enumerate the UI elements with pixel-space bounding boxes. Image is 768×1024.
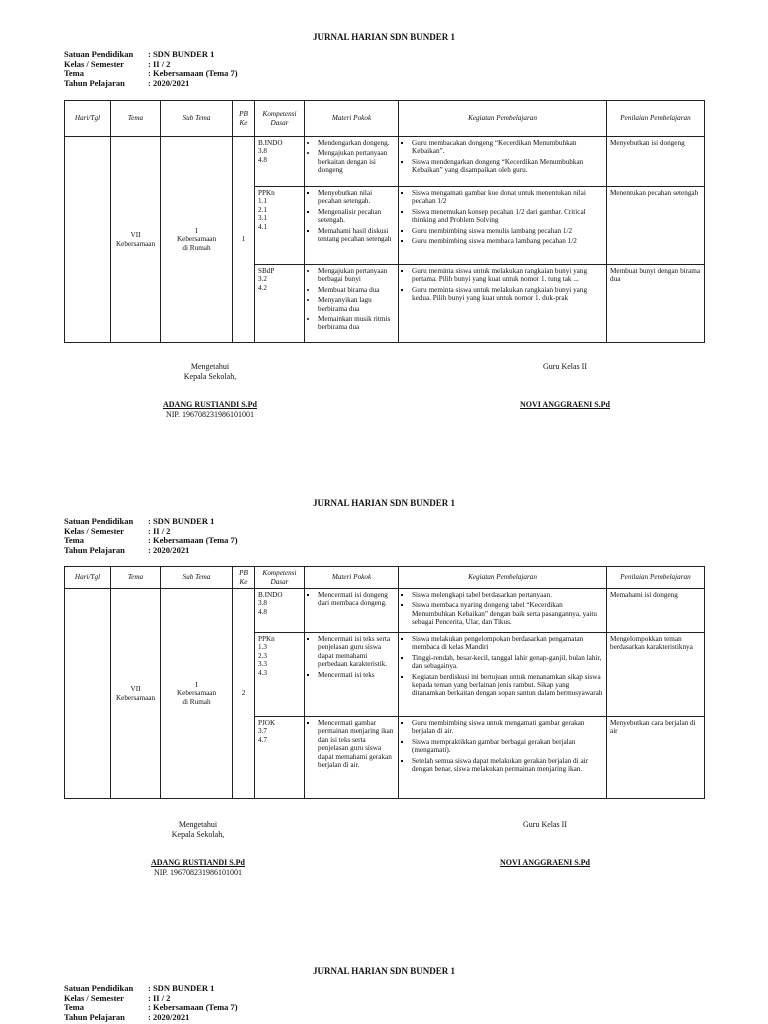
document-meta bbox=[64, 984, 238, 1022]
meta-value: : II / 2 bbox=[148, 525, 171, 536]
meta-label: Satuan Pendidikan bbox=[64, 983, 134, 993]
pb-cell: 2 bbox=[233, 589, 255, 799]
penilaian-cell: Menyebutkan isi dongeng bbox=[607, 137, 705, 187]
sig-right-line1: Guru Kelas II bbox=[523, 820, 567, 829]
header-penilaian: Penilaian Pembelajaran bbox=[607, 101, 705, 137]
meta-label: Tahun Pelajaran bbox=[64, 1011, 125, 1022]
penilaian-cell: Membuat bunyi dengan birama dua bbox=[607, 265, 705, 343]
meta-label: Satuan Pendidikan bbox=[64, 49, 134, 59]
header-hari: Hari/Tgl bbox=[65, 101, 111, 137]
meta-value: : SDN BUNDER 1 bbox=[148, 516, 215, 526]
penilaian-cell: Mengelompokkan teman berdasarkan karakteristiknya bbox=[607, 633, 705, 717]
list-item: ▪ Mencermati isi dongeng dari membaca dongeng. bbox=[318, 591, 395, 608]
header-kegiatan: Kegiatan Pembelajaran bbox=[399, 101, 607, 137]
kegiatan-cell bbox=[399, 265, 607, 343]
list-item: ▪ Siswa mendengarkan dongeng “Kecerdikan Menumbuhkan Kebaikan” yang disampaikan oleh guru. bbox=[412, 158, 603, 175]
list-item: ▪ Mencermati gambar permainan menjaring ikan dan isi teks serta penjelasan guru siswa dapat memahami gerakan berjalan di air. bbox=[318, 719, 395, 769]
list-item: ▪ Mencermati isi teks serta penjelasan guru siswa dapat memahami perbedaan karakteristik. bbox=[318, 635, 395, 669]
meta-label: Tema bbox=[64, 68, 84, 79]
tema-cell: VII Kebersamaan bbox=[111, 137, 161, 343]
list-item: ▪ Siswa membaca nyaring dongeng tabel “Kecerdikan Menumbuhkan Kebaikan” dengan baik serta pasangannya, yaitu sebagai Pencerita, Ular, dan Tikus. bbox=[412, 601, 603, 626]
list-item: ▪ Guru meminta siswa untuk melakukan rangkaian bunyi yang kedua. Pilih bunyi yang kuat untuk nomor 1. duk-prak bbox=[412, 286, 603, 303]
hari-cell bbox=[65, 137, 111, 343]
kegiatan-cell bbox=[399, 633, 607, 717]
list-item: • Membuat birama dua bbox=[318, 286, 395, 294]
document-meta bbox=[64, 517, 238, 555]
kd-cell: PPKn 1.3 2.3 3.3 4.3 bbox=[255, 633, 305, 717]
meta-label: Tahun Pelajaran bbox=[64, 77, 125, 88]
kegiatan-text: Siswa melakukan pengelompokan berdasarkan pengamatan membaca di kelas Mandiri bbox=[412, 635, 584, 652]
materi-cell bbox=[305, 633, 399, 717]
document-meta bbox=[64, 50, 238, 88]
list-item: ▪ Guru membacakan dongeng “Kecerdikan Menumbuhkan Kebaikan”. bbox=[412, 139, 603, 156]
meta-label: Tema bbox=[64, 1002, 84, 1013]
kd-cell: PPKn 1.1 2.1 3.1 4.1 bbox=[255, 187, 305, 265]
signature-left bbox=[140, 362, 280, 420]
meta-label: Kelas / Semester bbox=[64, 58, 124, 69]
header-kegiatan: Kegiatan Pembelajaran bbox=[399, 567, 607, 589]
sig-right-name: NOVI ANGGRAENI S.Pd bbox=[519, 400, 610, 409]
sig-left-name: ADANG RUSTIANDI S.Pd bbox=[162, 400, 257, 409]
pb-cell: 1 bbox=[233, 137, 255, 343]
page-title: JURNAL HARIAN SDN BUNDER 1 bbox=[312, 32, 455, 42]
table-row bbox=[65, 137, 705, 187]
subtema-cell: I Kebersamaan di Rumah bbox=[161, 137, 233, 343]
header-kd: Kompetensi Dasar bbox=[255, 101, 305, 137]
materi-cell bbox=[305, 717, 399, 799]
list-item: ▪ Guru meminta siswa untuk melakukan rangkaian bunyi yang pertama. Pilih bunyi yang kuat untuk nomor 1. tung tak ... bbox=[412, 267, 603, 284]
meta-label: Tahun Pelajaran bbox=[64, 544, 125, 555]
sig-left-name: ADANG RUSTIANDI S.Pd bbox=[150, 858, 245, 867]
list-item: ▪ Siswa mempraktikkan gambar berbagai gerakan berjalan (mengamati). bbox=[412, 738, 603, 755]
meta-value: : SDN BUNDER 1 bbox=[148, 49, 215, 59]
list-item: ▪ Guru membimbing siswa untuk mengamati gambar gerakan berjalan di air. bbox=[412, 719, 603, 736]
kegiatan-cell bbox=[399, 717, 607, 799]
kegiatan-cell bbox=[399, 187, 607, 265]
header-kd: Kompetensi Dasar bbox=[255, 567, 305, 589]
header-pb: PB Ke bbox=[233, 101, 255, 137]
list-item: ▪ Menyebutkan nilai pecahan setengah. bbox=[318, 189, 395, 206]
header-tema: Tema bbox=[111, 567, 161, 589]
meta-value: : Kebersamaan (Tema 7) bbox=[148, 535, 238, 546]
list-item: ▪ Siswa melengkapi tabel berdasarkan pertanyaan. bbox=[412, 591, 603, 599]
materi-cell bbox=[305, 265, 399, 343]
sig-left-nip: NIP. 196708231986101001 bbox=[153, 868, 242, 877]
header-materi: Materi Pokok bbox=[305, 101, 399, 137]
kd-cell: B.INDO 3.8 4.8 bbox=[255, 137, 305, 187]
list-item: • Memainkan musik ritmis berbirama dua bbox=[318, 315, 395, 332]
journal-table bbox=[64, 566, 705, 799]
subtema-cell: I Kebersamaan di Rumah bbox=[161, 589, 233, 799]
list-item: ▪ Memahami hasil diskusi tentang pecahan setengah bbox=[318, 227, 395, 244]
meta-value: : Kebersamaan (Tema 7) bbox=[148, 68, 238, 79]
kegiatan-cell bbox=[399, 137, 607, 187]
penilaian-cell: Menyebutkan cara berjalan di air bbox=[607, 717, 705, 799]
table-row bbox=[65, 589, 705, 633]
journal-table bbox=[64, 100, 705, 343]
table-header-row bbox=[65, 567, 705, 589]
list-item: • Mengajukan pertanyaan berbagai bunyi bbox=[318, 267, 395, 284]
sig-left-line1: Mengetahui bbox=[178, 820, 218, 829]
header-subtema: Sub Tema bbox=[161, 567, 233, 589]
list-item: ▪ Guru membimbing siswa membaca lambang pecahan 1/2 bbox=[412, 237, 603, 245]
penilaian-cell: Menentukan pecahan setengah bbox=[607, 187, 705, 265]
sig-right-line1: Guru Kelas II bbox=[543, 362, 587, 371]
list-item: ▪ Siswa mengamati gambar kue donat untuk menentukan nilai pecahan 1/2 bbox=[412, 189, 603, 206]
kegiatan-cell bbox=[399, 589, 607, 633]
penilaian-cell: Memahami isi dongeng bbox=[607, 589, 705, 633]
sig-right-name: NOVI ANGGRAENI S.Pd bbox=[499, 858, 590, 867]
meta-label: Kelas / Semester bbox=[64, 525, 124, 536]
list-item: ▪ Mencermati isi teks bbox=[318, 671, 395, 679]
list-item: ▪ Tinggi-rendah, besar-kecil, tanggal lahir genap-ganjil, bulan lahir, dan sebagainya. bbox=[412, 654, 603, 671]
meta-label: Satuan Pendidikan bbox=[64, 516, 134, 526]
header-subtema: Sub Tema bbox=[161, 101, 233, 137]
sig-left-line2: Kepala Sekolah, bbox=[183, 372, 237, 381]
sig-left-line2: Kepala Sekolah, bbox=[171, 830, 225, 839]
meta-label: Tema bbox=[64, 535, 84, 546]
hari-cell bbox=[65, 589, 111, 799]
list-item: • Mendengarkan dongeng. bbox=[318, 139, 395, 147]
meta-value: : 2020/2021 bbox=[148, 1011, 190, 1022]
list-item: • Mengajukan pertanyaan berkaitan dengan isi dongeng bbox=[318, 149, 395, 174]
header-penilaian: Penilaian Pembelajaran bbox=[607, 567, 705, 589]
tema-cell: VII Kebersamaan bbox=[111, 589, 161, 799]
meta-value: : II / 2 bbox=[148, 992, 171, 1003]
list-item: ▪ Setelah semua siswa dapat melakukan gerakan berjalan di air dengan benar, siswa melakukan permainan menjaring ikan. bbox=[412, 757, 603, 774]
list-item: ▪ Guru membimbing siswa menulis lambang pecahan 1/2 bbox=[412, 227, 603, 235]
signature-right bbox=[490, 362, 640, 410]
page-title: JURNAL HARIAN SDN BUNDER 1 bbox=[312, 498, 455, 508]
materi-cell bbox=[305, 187, 399, 265]
list-item bbox=[412, 635, 603, 652]
list-item: ▪ Siswa menemukan konsep pecahan 1/2 dari gambar. Critical thinking and Problem Solving bbox=[412, 208, 603, 225]
header-pb: PB Ke bbox=[233, 567, 255, 589]
meta-value: : 2020/2021 bbox=[148, 77, 190, 88]
list-item: • Menyanyikan lagu berbirama dua bbox=[318, 296, 395, 313]
kd-cell: SBdP 3.2 4.2 bbox=[255, 265, 305, 343]
meta-label: Kelas / Semester bbox=[64, 992, 124, 1003]
header-hari: Hari/Tgl bbox=[65, 567, 111, 589]
table-header-row bbox=[65, 101, 705, 137]
list-item: ▪ Mengenalisir pecahan setengah. bbox=[318, 208, 395, 225]
signature-left bbox=[128, 820, 268, 878]
meta-value: : 2020/2021 bbox=[148, 544, 190, 555]
kd-cell: B.INDO 3.8 4.8 bbox=[255, 589, 305, 633]
meta-value: : Kebersamaan (Tema 7) bbox=[148, 1002, 238, 1013]
sig-left-line1: Mengetahui bbox=[190, 362, 230, 371]
materi-cell bbox=[305, 589, 399, 633]
header-tema: Tema bbox=[111, 101, 161, 137]
signature-right bbox=[470, 820, 620, 868]
page-title: JURNAL HARIAN SDN BUNDER 1 bbox=[312, 966, 455, 976]
materi-cell bbox=[305, 137, 399, 187]
meta-value: : SDN BUNDER 1 bbox=[148, 983, 215, 993]
sig-left-nip: NIP. 196708231986101001 bbox=[165, 410, 254, 419]
meta-value: : II / 2 bbox=[148, 58, 171, 69]
list-item: ▪ Kegiatan berdiskusi ini bertujuan untuk menanamkan sikap siswa kepada teman yang berlainan jenis rambut. Sikap yang ditanamkan berkaitan dengan sopan santun dalam bermusyawarah bbox=[412, 673, 603, 698]
header-materi: Materi Pokok bbox=[305, 567, 399, 589]
kd-cell: PJOK 3.7 4.7 bbox=[255, 717, 305, 799]
